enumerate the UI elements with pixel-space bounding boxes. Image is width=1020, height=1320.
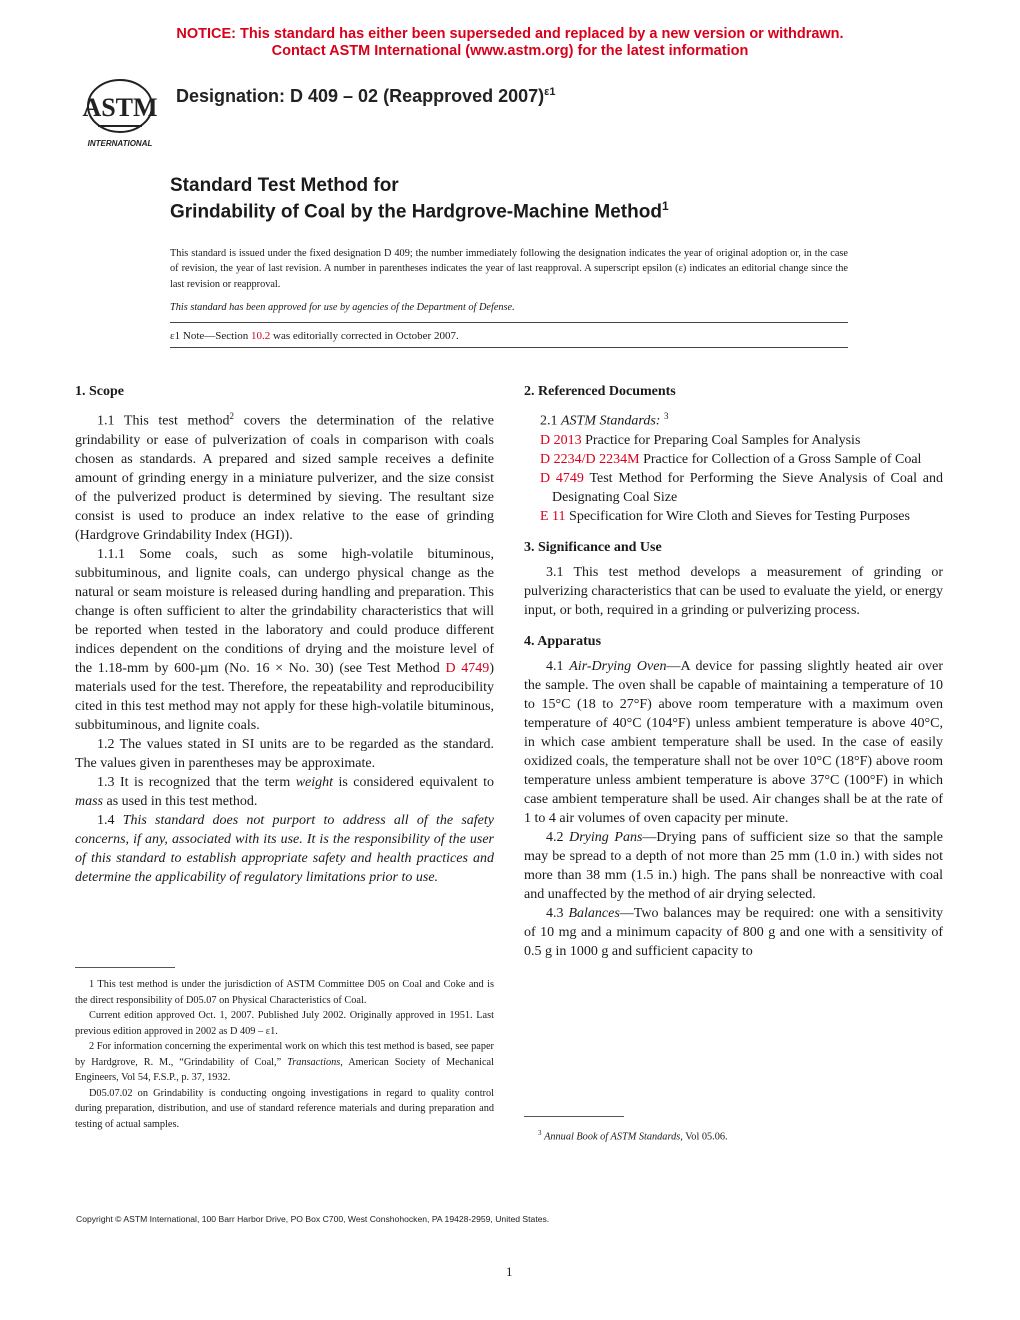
p4-3-i: Balances (568, 905, 620, 921)
footnote-3 (538, 1126, 938, 1145)
intro-text: This standard is issued under the fixed designation D 409; the number immediately following the designation indicates the year of original adoption or, in the case of revision, the year of last revision. A number in parentheses indicates the year of last reapproval. A superscript epsilon (ε) indicates an editorial change since the last revision or reapproval. (170, 248, 848, 290)
footnotes-left (75, 977, 494, 1132)
ref-heading: 2. Referenced Documents (524, 384, 676, 399)
p1-3-weight: weight (295, 774, 334, 790)
astm-logo-icon (76, 76, 160, 152)
para-4-1 (524, 657, 943, 828)
p1-1-1-a: 1.1.1 Some coals, such as some high-volatile bituminous, subbituminous, and lignite coals, can undergo physical change as the natural or seam moisture is released during handling and preparation. This change is often sufficient to alter the grindability characteristics that will be reported when tested in the laboratory and could produce different indices dependent on the conditions of drying and the moisture level of the 1.18-mm by 600-µm (No. 16 × No. 30) (see Test Method (75, 546, 494, 676)
fn3-sup: 3 (538, 1129, 542, 1137)
para-4-3 (524, 904, 943, 961)
ref-text: Practice for Preparing Coal Samples for Analysis (585, 432, 861, 448)
fn2-b: , American Society of Mechanical Engineers, Vol 54, F.S.P., p. 37, 1932. (75, 1056, 494, 1083)
ref-code[interactable]: D 2234/D 2234M (540, 451, 640, 467)
para-1-1 (75, 407, 494, 545)
footnote-rule-right (524, 1116, 624, 1117)
footnote-1b: Current edition approved Oct. 1, 2007. Published July 2002. Originally approved in 1951. Last previous edition approved in 2002 as D 409 – ε1. (75, 1010, 494, 1037)
note-suffix: was editorially corrected in October 2007. (273, 330, 459, 342)
designation (176, 86, 555, 107)
para-3-1: 3.1 This test method develops a measurement of grinding or pulverizing characteristics that can be used to evaluate the yield, or energy input, or both, required in a grinding or pulverizing process. (524, 564, 943, 618)
para-2-1 (524, 407, 943, 431)
r2-1-b: ASTM Standards: (561, 413, 661, 429)
ref-text: Specification for Wire Cloth and Sieves for Testing Purposes (569, 508, 910, 524)
title-text: Grindability of Coal by the Hardgrove-Machine Method (170, 201, 662, 223)
note-link[interactable]: 10.2 (251, 330, 271, 342)
scope-heading: 1. Scope (75, 384, 124, 399)
fn2-i: Transactions (287, 1056, 341, 1068)
ref-code[interactable]: D 2013 (540, 432, 582, 448)
para-1-1-1 (75, 545, 494, 735)
p1-3-c: as used in this test method. (106, 793, 258, 809)
note-prefix: ε1 Note—Section (170, 330, 249, 342)
p1-1-b: covers the determination of the relative grindability or ease of pulverization of coals in comparison with coals chosen as standards. A prepared and sized sample receives a definite amount of grinding energy in a miniature pulverizer, and the size consist of the pulverized product is determined by sieving. The resultant size consist is used to produce an index relative to the ease of grinding (Hardgrove Grindability Index (HGI)). (75, 413, 494, 543)
sig-heading: 3. Significance and Use (524, 539, 662, 555)
fn3-text: Annual Book of ASTM Standards (544, 1131, 681, 1143)
editorial-note (170, 330, 848, 342)
title-line-1: Standard Test Method for (170, 175, 399, 196)
p1-3-mass: mass (75, 793, 104, 809)
title-line-2 (170, 199, 669, 223)
p1-1-1-b: ) materials used for the test. Therefore, the repeatability and reproducibility cited in this test method may not apply for these high-volatile bituminous, subbituminous, and lignite coals. (75, 660, 494, 733)
astm-logo (76, 76, 160, 152)
ref-item (540, 450, 943, 469)
ref-code[interactable]: D 4749 (540, 470, 584, 486)
p4-3-b: —Two balances may be required: one with a sensitivity of 10 mg and a minimum capacity of 800 g and one with a sensitivity of 0.5 g in 1000 g and sufficient capacity to (524, 905, 943, 959)
p1-3-a: 1.3 It is recognized that the term (97, 774, 291, 790)
p1-1-sup: 2 (229, 411, 234, 421)
copyright: Copyright © ASTM International, 100 Barr Harbor Drive, PO Box C700, West Conshohocken, PA 19428-2959, United States. (76, 1214, 550, 1224)
ref-item (540, 507, 943, 526)
r2-1-sup: 3 (663, 411, 669, 421)
footnote-1: 1 This test method is under the jurisdiction of ASTM Committee D05 on Coal and Coke and is the direct responsibility of D05.07 on Physical Characteristics of Coal. (75, 979, 494, 1006)
logo-subtext: INTERNATIONAL (87, 139, 153, 148)
para-1-4 (75, 811, 494, 887)
fn2-a: 2 For information concerning the experimental work on which this test method is based, see paper by Hardgrove, R. M., “Grindability of Coal,” (75, 1041, 494, 1068)
p1-4-a: 1.4 (97, 812, 115, 828)
p1-4-b: This standard does not purport to address all of the safety concerns, if any, associated with its use. It is the responsibility of the user of this standard to establish appropriate safety and health practices and determine the applicability of regulatory limitations prior to use. (75, 812, 494, 885)
r2-1-a: 2.1 (540, 413, 558, 429)
title-sup: 1 (661, 199, 669, 213)
ref-code[interactable]: E 11 (540, 508, 566, 524)
ref-text: Test Method for Performing the Sieve Analysis of Coal and Designating Coal Size (552, 470, 943, 505)
right-column (524, 382, 943, 961)
notice-line-2: Contact ASTM International (www.astm.org) for the latest information (271, 43, 749, 59)
footnote-2 (75, 1039, 494, 1086)
left-column (75, 382, 494, 887)
p4-1-a: 4.1 (546, 658, 564, 674)
page-number: 1 (506, 1264, 513, 1279)
footnote-rule-left (75, 967, 175, 968)
p4-2-a: 4.2 (546, 829, 564, 845)
divider-bottom (170, 347, 848, 348)
footnote-2c: D05.07.02 on Grindability is conducting ongoing investigations in regard to quality control during preparation, distribution, and use of standard reference materials and during preparation and testing of actual samples. (75, 1087, 494, 1130)
p1-1-1-link[interactable]: D 4749 (445, 660, 490, 676)
p4-2-b: —Drying pans of sufficient size so that the sample may be spread to a depth of not more than 25 mm (1.0 in.) with sides not more than 38 mm (1.5 in.) high. The pans shall be nonreactive with coal and unaffected by the method of air drying selected. (524, 829, 943, 902)
ref-item (540, 469, 943, 507)
dod-approval: This standard has been approved for use by agencies of the Department of Defense. (170, 302, 515, 313)
para-1-3 (75, 773, 494, 811)
p4-2-i: Drying Pans (569, 829, 643, 845)
divider-top (170, 322, 848, 323)
ref-item (540, 431, 943, 450)
p1-3-b: is considered equivalent to (338, 774, 495, 790)
p1-1-a: 1.1 This test method (97, 413, 230, 429)
p4-1-i: Air-Drying Oven (569, 658, 667, 674)
ref-list (524, 431, 943, 526)
logo-text: ASTM (82, 93, 158, 122)
p4-1-b: —A device for passing slightly heated air over the sample. The oven shall be capable of maintaining a temperature of 10 to 15°C (18 to 27°F) above room temperature with a maximum oven temperature of 40°C (104°F) unless ambient temperature is above 40°C, in which case ambient temperature shall be used. In the case of easily oxidized coals, the temperature shall not be over 10°C (18°F) above room temperature unless ambient temperature is above 37°C (100°F) in which case ambient temperature shall be used. Air changes shall be at the rate of 1 to 4 air volumes of oven capacity per minute. (524, 658, 944, 826)
p4-3-a: 4.3 (546, 905, 564, 921)
notice-line-1: NOTICE: This standard has either been superseded and replaced by a new version or withdrawn. (176, 26, 844, 42)
designation-sup: ε1 (544, 86, 556, 98)
app-heading: 4. Apparatus (524, 633, 602, 649)
para-4-2 (524, 828, 943, 904)
para-1-2: 1.2 The values stated in SI units are to be regarded as the standard. The values given in parentheses may be approximate. (75, 736, 494, 771)
ref-text: Practice for Collection of a Gross Sample of Coal (643, 451, 922, 467)
designation-text: Designation: D 409 – 02 (Reapproved 2007) (176, 86, 545, 106)
fn3-suffix: , Vol 05.06. (680, 1131, 728, 1143)
